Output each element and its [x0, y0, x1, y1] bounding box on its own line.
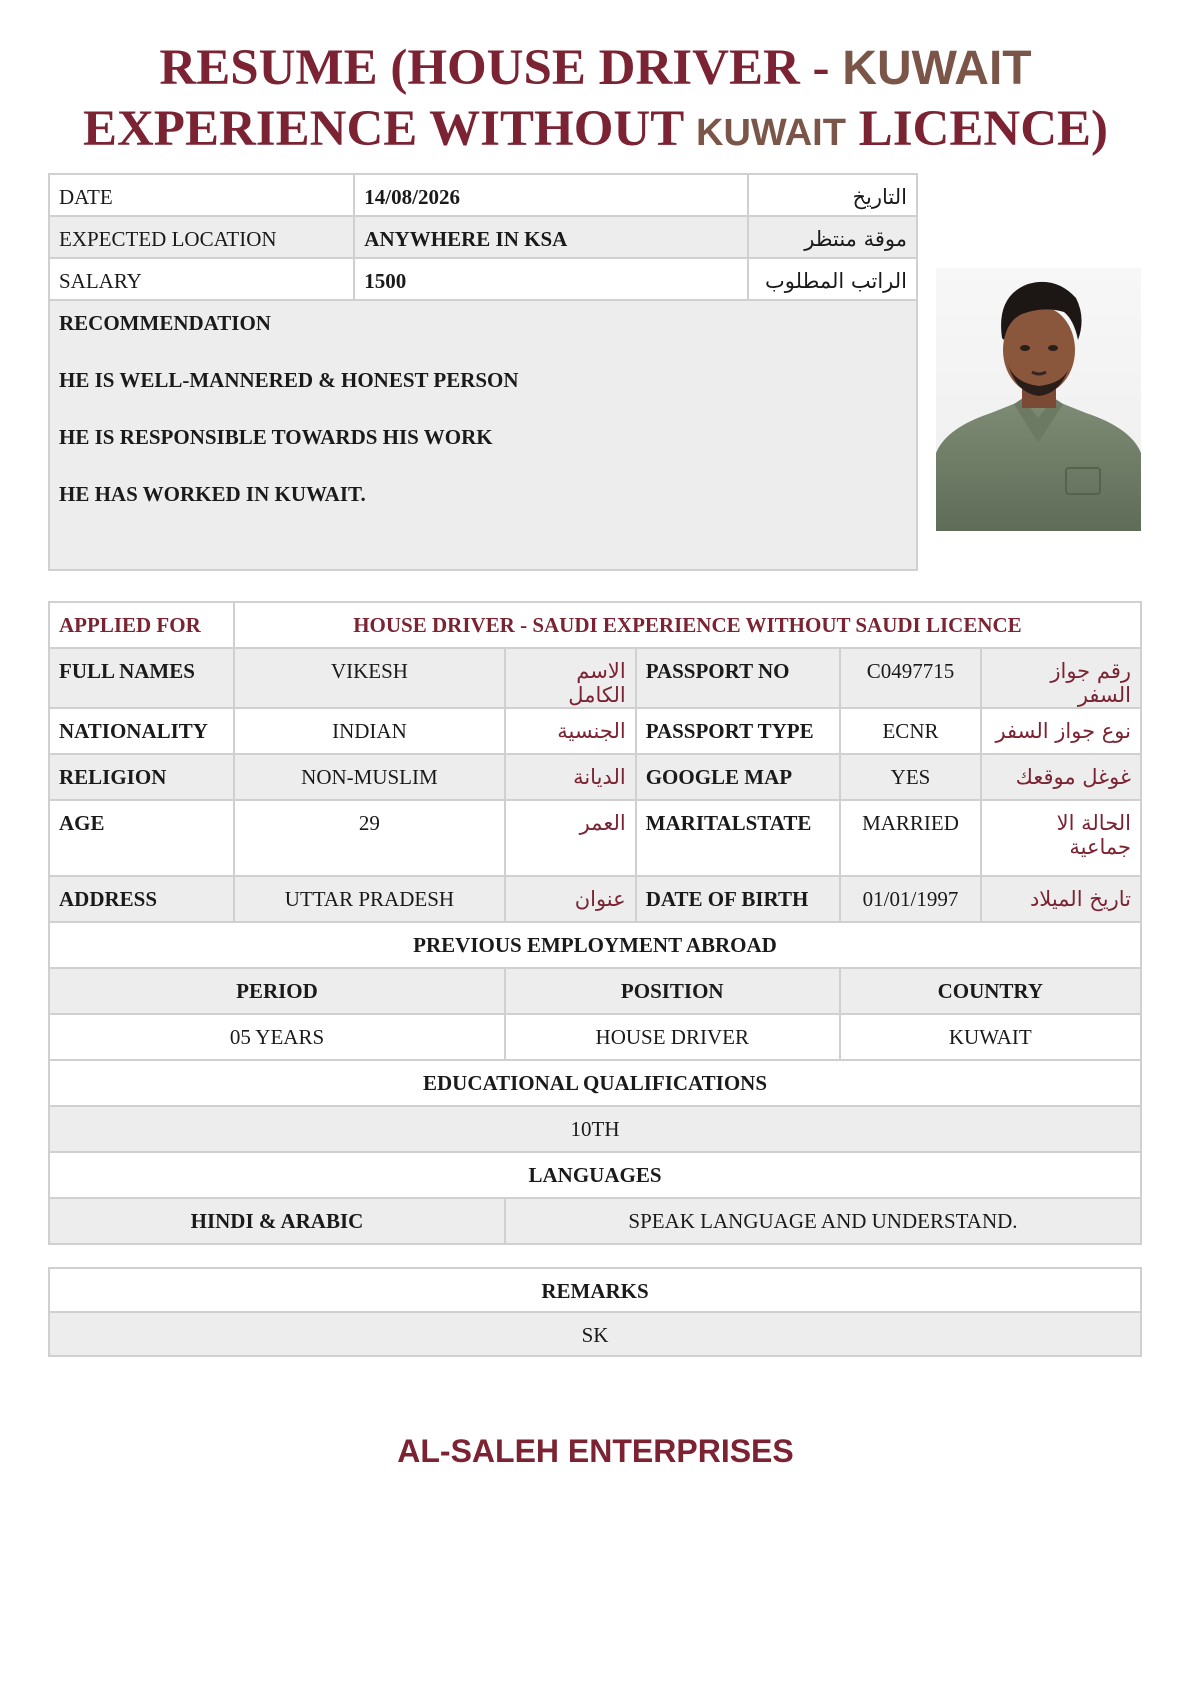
remarks-value-row: [49, 1312, 1141, 1356]
passport-type-arabic: نوع جواز السفر: [981, 708, 1141, 754]
nationality-arabic: الجنسية: [505, 708, 636, 754]
location-row: [49, 216, 917, 258]
google-map-label: GOOGLE MAP: [636, 754, 840, 800]
salary-value: 1500: [354, 258, 748, 300]
education-heading-row: [49, 1060, 1141, 1106]
location-label: EXPECTED LOCATION: [49, 216, 354, 258]
details-row: [49, 648, 1141, 708]
languages-name: HINDI & ARABIC: [49, 1198, 505, 1244]
dob-value: 01/01/1997: [840, 876, 982, 922]
page-title: [0, 38, 1191, 163]
passport-no-label: PASSPORT NO: [636, 648, 840, 708]
location-arabic: موقة منتظر: [748, 216, 917, 258]
recommendation-heading: RECOMMENDATION: [59, 311, 271, 335]
date-arabic: التاريخ: [748, 174, 917, 216]
employment-heading: PREVIOUS EMPLOYMENT ABROAD: [49, 922, 1141, 968]
address-arabic: عنوان: [505, 876, 636, 922]
title-text: EXPERIENCE WITHOUT: [82, 101, 697, 157]
google-map-arabic: غوغل موقعك: [981, 754, 1141, 800]
address-value: UTTAR PRADESH: [234, 876, 505, 922]
details-row: [49, 800, 1141, 876]
candidate-photo: [936, 268, 1141, 531]
google-map-value: YES: [840, 754, 982, 800]
marital-arabic: الحالة الا جماعية: [981, 800, 1141, 876]
salary-row: [49, 258, 917, 300]
passport-type-label: PASSPORT TYPE: [636, 708, 840, 754]
employment-col-country: COUNTRY: [840, 968, 1141, 1014]
location-value: ANYWHERE IN KSA: [354, 216, 748, 258]
age-label: AGE: [49, 800, 234, 876]
education-value: 10TH: [49, 1106, 1141, 1152]
employment-columns-row: [49, 968, 1141, 1014]
education-value-row: [49, 1106, 1141, 1152]
remarks-table: [48, 1267, 1142, 1357]
recommendation-cell: [49, 300, 917, 570]
religion-value: NON-MUSLIM: [234, 754, 505, 800]
recommendation-line: HE IS WELL-MANNERED & HONEST PERSON: [59, 368, 519, 392]
employment-col-position: POSITION: [505, 968, 840, 1014]
full-name-value: VIKESH: [234, 648, 505, 708]
full-name-arabic: الاسم الكامل: [505, 648, 636, 708]
date-row: [49, 174, 917, 216]
education-heading: EDUCATIONAL QUALIFICATIONS: [49, 1060, 1141, 1106]
languages-heading: LANGUAGES: [49, 1152, 1141, 1198]
languages-level: SPEAK LANGUAGE AND UNDERSTAND.: [505, 1198, 1141, 1244]
date-label: DATE: [49, 174, 354, 216]
dob-arabic: تاريخ الميلاد: [981, 876, 1141, 922]
nationality-label: NATIONALITY: [49, 708, 234, 754]
languages-row: [49, 1198, 1141, 1244]
religion-arabic: الديانة: [505, 754, 636, 800]
title-text: LICENCE): [845, 101, 1109, 157]
details-row: [49, 708, 1141, 754]
title-text: RESUME (HOUSE DRIVER -: [159, 40, 843, 96]
address-label: ADDRESS: [49, 876, 234, 922]
applied-for-value: HOUSE DRIVER - SAUDI EXPERIENCE WITHOUT SAUDI LICENCE: [234, 602, 1141, 648]
title-country: KUWAIT: [696, 112, 846, 154]
employment-period: 05 YEARS: [49, 1014, 505, 1060]
passport-no-value: C0497715: [840, 648, 982, 708]
salary-arabic: الراتب المطلوب: [748, 258, 917, 300]
passport-type-value: ECNR: [840, 708, 982, 754]
recommendation-line: HE HAS WORKED IN KUWAIT.: [59, 482, 366, 506]
recommendation-row: [49, 300, 917, 570]
age-value: 29: [234, 800, 505, 876]
company-name: AL-SALEH ENTERPRISES: [397, 1433, 794, 1469]
nationality-value: INDIAN: [234, 708, 505, 754]
remarks-value: SK: [49, 1312, 1141, 1356]
details-row: [49, 754, 1141, 800]
employment-data-row: [49, 1014, 1141, 1060]
summary-table: [48, 173, 918, 571]
employment-position: HOUSE DRIVER: [505, 1014, 840, 1060]
marital-label: MARITALSTATE: [636, 800, 840, 876]
languages-heading-row: [49, 1152, 1141, 1198]
details-table: [48, 601, 1142, 1245]
applied-for-row: [49, 602, 1141, 648]
salary-label: SALARY: [49, 258, 354, 300]
title-country: KUWAIT: [842, 42, 1032, 95]
details-row: [49, 876, 1141, 922]
dob-label: DATE OF BIRTH: [636, 876, 840, 922]
full-name-label: FULL NAMES: [49, 648, 234, 708]
remarks-heading-row: [49, 1268, 1141, 1312]
marital-value: MARRIED: [840, 800, 982, 876]
remarks-heading: REMARKS: [49, 1268, 1141, 1312]
age-arabic: العمر: [505, 800, 636, 876]
employment-col-period: PERIOD: [49, 968, 505, 1014]
religion-label: RELIGION: [49, 754, 234, 800]
passport-no-arabic: رقم جواز السفر: [981, 648, 1141, 708]
applied-for-label: APPLIED FOR: [49, 602, 234, 648]
employment-country: KUWAIT: [840, 1014, 1141, 1060]
employment-heading-row: [49, 922, 1141, 968]
recommendation-line: HE IS RESPONSIBLE TOWARDS HIS WORK: [59, 425, 493, 449]
date-value: 14/08/2026: [354, 174, 748, 216]
